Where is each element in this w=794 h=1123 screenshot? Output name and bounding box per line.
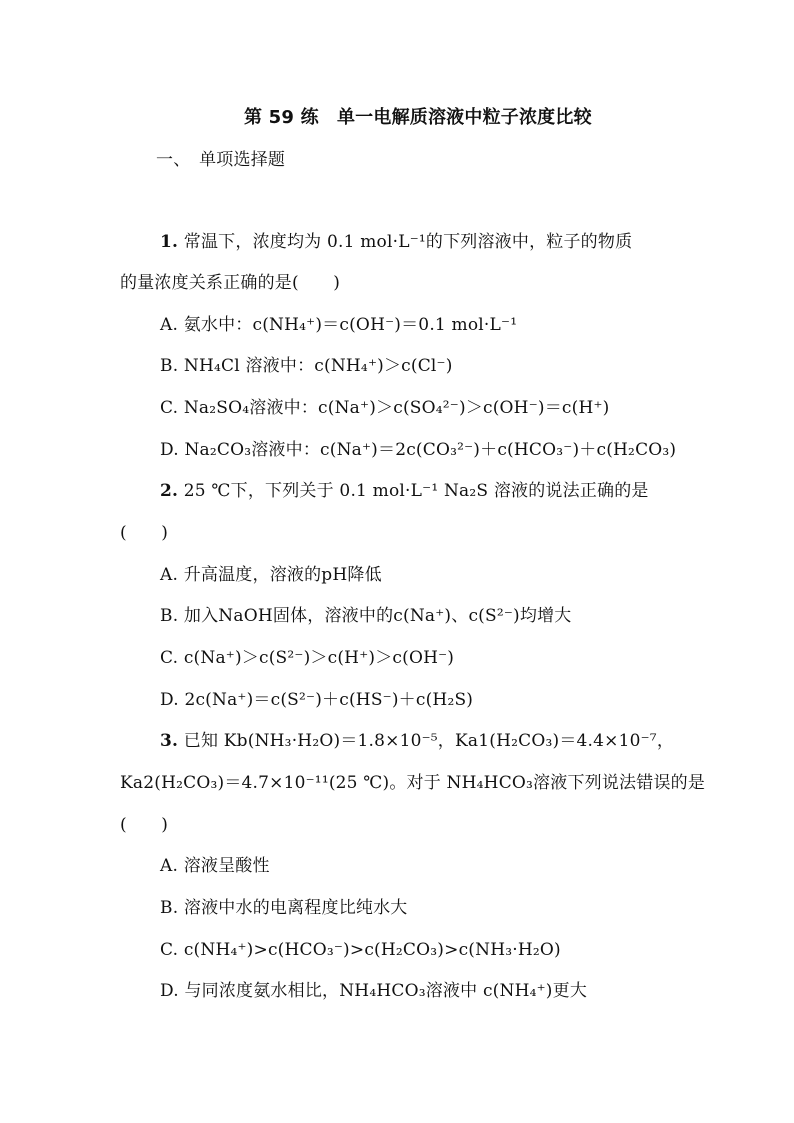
- question-2-number: 2.: [160, 481, 179, 501]
- section-heading: 一、 单项选择题: [156, 150, 286, 170]
- page-title: 第 59 练 单一电解质溶液中粒子浓度比较: [244, 107, 592, 128]
- option-letter: C.: [160, 940, 179, 960]
- option-letter: A.: [160, 856, 179, 876]
- option-text: 加入NaOH固体，溶液中的c(Na⁺)、c(S²⁻)均增大: [183, 606, 572, 626]
- question-2-option-b: [160, 604, 571, 628]
- option-text: 升高温度，溶液的pH降低: [183, 565, 382, 585]
- option-letter: B.: [160, 606, 179, 626]
- option-letter: D.: [160, 981, 179, 1001]
- question-2-stem-line1: [160, 479, 649, 503]
- option-letter: B.: [160, 898, 179, 918]
- question-2-option-a: [160, 563, 382, 587]
- option-letter: D.: [160, 440, 179, 460]
- question-3-option-c: [160, 938, 561, 962]
- question-1-option-b: [160, 354, 453, 378]
- option-text: c(Na⁺)＞c(S²⁻)＞c(H⁺)＞c(OH⁻): [183, 648, 455, 668]
- option-text: 溶液中水的电离程度比纯水大: [183, 898, 408, 918]
- question-1-stem-line1: [160, 230, 632, 254]
- option-text: 氨水中：c(NH₄⁺)＝c(OH⁻)＝0.1 mol·L⁻¹: [183, 315, 518, 335]
- question-1-stem-text: 常温下，浓度均为 0.1 mol·L⁻¹的下列溶液中，粒子的物质: [183, 232, 633, 252]
- option-text: c(NH₄⁺)>c(HCO₃⁻)>c(H₂CO₃)>c(NH₃·H₂O): [183, 940, 561, 960]
- question-3-stem-line1: [160, 729, 674, 753]
- question-3-number: 3.: [160, 731, 179, 751]
- question-1-stem-line2: 的量浓度关系正确的是( ): [120, 273, 341, 293]
- question-1-option-d: [160, 438, 676, 462]
- option-text: 与同浓度氨水相比，NH₄HCO₃溶液中 c(NH₄⁺)更大: [184, 981, 588, 1001]
- option-letter: B.: [160, 356, 179, 376]
- option-text: 溶液呈酸性: [183, 856, 270, 876]
- question-3-option-b: [160, 896, 408, 920]
- option-letter: A.: [160, 315, 179, 335]
- question-3-option-d: [160, 979, 587, 1003]
- question-1-number: 1.: [160, 232, 179, 252]
- question-3-option-a: [160, 854, 270, 878]
- question-3-stem-line3: ( ): [120, 815, 169, 835]
- option-text: 2c(Na⁺)＝c(S²⁻)＋c(HS⁻)＋c(H₂S): [184, 690, 474, 710]
- option-text: Na₂CO₃溶液中：c(Na⁺)＝2c(CO₃²⁻)＋c(HCO₃⁻)＋c(H₂CO₃): [184, 440, 677, 460]
- question-1-option-a: [160, 313, 517, 337]
- question-3-stem-text: 已知 Kb(NH₃·H₂O)＝1.8×10⁻⁵，Ka1(H₂CO₃)＝4.4×10⁻⁷，: [183, 731, 675, 751]
- option-letter: A.: [160, 565, 179, 585]
- question-1-option-c: [160, 396, 610, 420]
- question-2-option-d: [160, 688, 473, 712]
- question-2-stem-line2: ( ): [120, 523, 169, 543]
- option-letter: D.: [160, 690, 179, 710]
- option-letter: C.: [160, 648, 179, 668]
- option-text: NH₄Cl 溶液中：c(NH₄⁺)＞c(Cl⁻): [183, 356, 453, 376]
- option-letter: C.: [160, 398, 179, 418]
- question-3-stem-line2: Ka2(H₂CO₃)＝4.7×10⁻¹¹(25 ℃)。对于 NH₄HCO₃溶液下列说法错误的是: [120, 773, 706, 793]
- question-2-stem-text: 25 ℃下，下列关于 0.1 mol·L⁻¹ Na₂S 溶液的说法正确的是: [183, 481, 649, 501]
- question-2-option-c: [160, 646, 454, 670]
- option-text: Na₂SO₄溶液中：c(Na⁺)＞c(SO₄²⁻)＞c(OH⁻)＝c(H⁺): [183, 398, 610, 418]
